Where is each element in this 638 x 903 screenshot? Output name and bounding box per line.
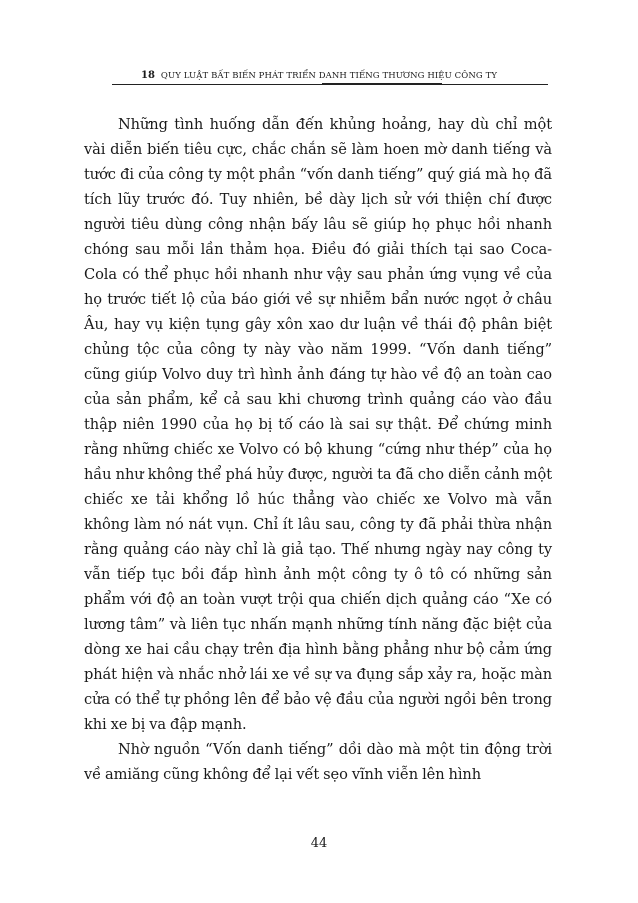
- paragraph: Nhờ nguồn “Vốn danh tiếng” dồi dào mà một tin động trời về amiăng cũng không để lại vết sẹo vĩnh viễn lên hình: [84, 741, 552, 783]
- running-header-title: QUY LUẬT BẤT BIẾN PHÁT TRIỂN DANH TIẾNG THƯƠNG HIỆU CÔNG TY: [160, 71, 498, 81]
- body-text: [84, 112, 552, 787]
- running-header-page-ref: 18: [140, 70, 156, 81]
- header-rule-accent: [322, 83, 442, 85]
- paragraph: Những tình huống dẫn đến khủng hoảng, hay dù chỉ một vài diễn biến tiêu cực, chắc chắn sẽ làm hoen mờ danh tiếng và tước đi của công ty một phần “vốn danh tiếng” quý giá mà họ đã tích lũy trước đó. Tuy nhiên, bề dày lịch sử với thiện chí được người tiêu dùng công nhận bấy lâu sẽ giúp họ phục hồi nhanh chóng sau mỗi lần thảm họa. Điều đó giải thích tại sao Coca-Cola có thể phục hồi nhanh như vậy sau phản ứng vụng về của họ trước tiết lộ của báo giới về sự nhiễm bẩn nước ngọt ở châu Âu, hay vụ kiện tụng gây xôn xao dư luận về thái độ phân biệt chủng tộc của công ty này vào năm 1999. “Vốn danh tiếng” cũng giúp Volvo duy trì hình ảnh đáng tự hào về độ an toàn cao của sản phẩm, kể cả sau khi chương trình quảng cáo vào đầu thập niên 1990 của họ bị tố cáo là sai sự thật. Để chứng minh rằng những chiếc xe Volvo có bộ khung “cứng như thép” của họ hầu như không thể phá hủy được, người ta đã cho diễn cảnh một chiếc xe tải khổng lồ húc thẳng vào chiếc xe Volvo mà vẫn không làm nó nát vụn. Chỉ ít lâu sau, công ty đã phải thừa nhận rằng quảng cáo này chỉ là giả tạo. Thế nhưng ngày nay công ty vẫn tiếp tục bồi đắp hình ảnh một công ty ô tô có những sản phẩm với độ an toàn vượt trội qua chiến dịch quảng cáo “Xe có lương tâm” và liên tục nhấn mạnh những tính năng đặc biệt của dòng xe hai cầu chạy trên địa hình bằng phẳng như bộ cảm ứng phát hiện và nhắc nhở lái xe về sự va đụng sắp xảy ra, hoặc màn cửa có thể tự phồng lên để bảo vệ đầu của người ngồi bên trong khi xe bị va đập mạnh.: [84, 116, 552, 733]
- page-number: 44: [310, 836, 328, 851]
- running-header: [0, 70, 638, 81]
